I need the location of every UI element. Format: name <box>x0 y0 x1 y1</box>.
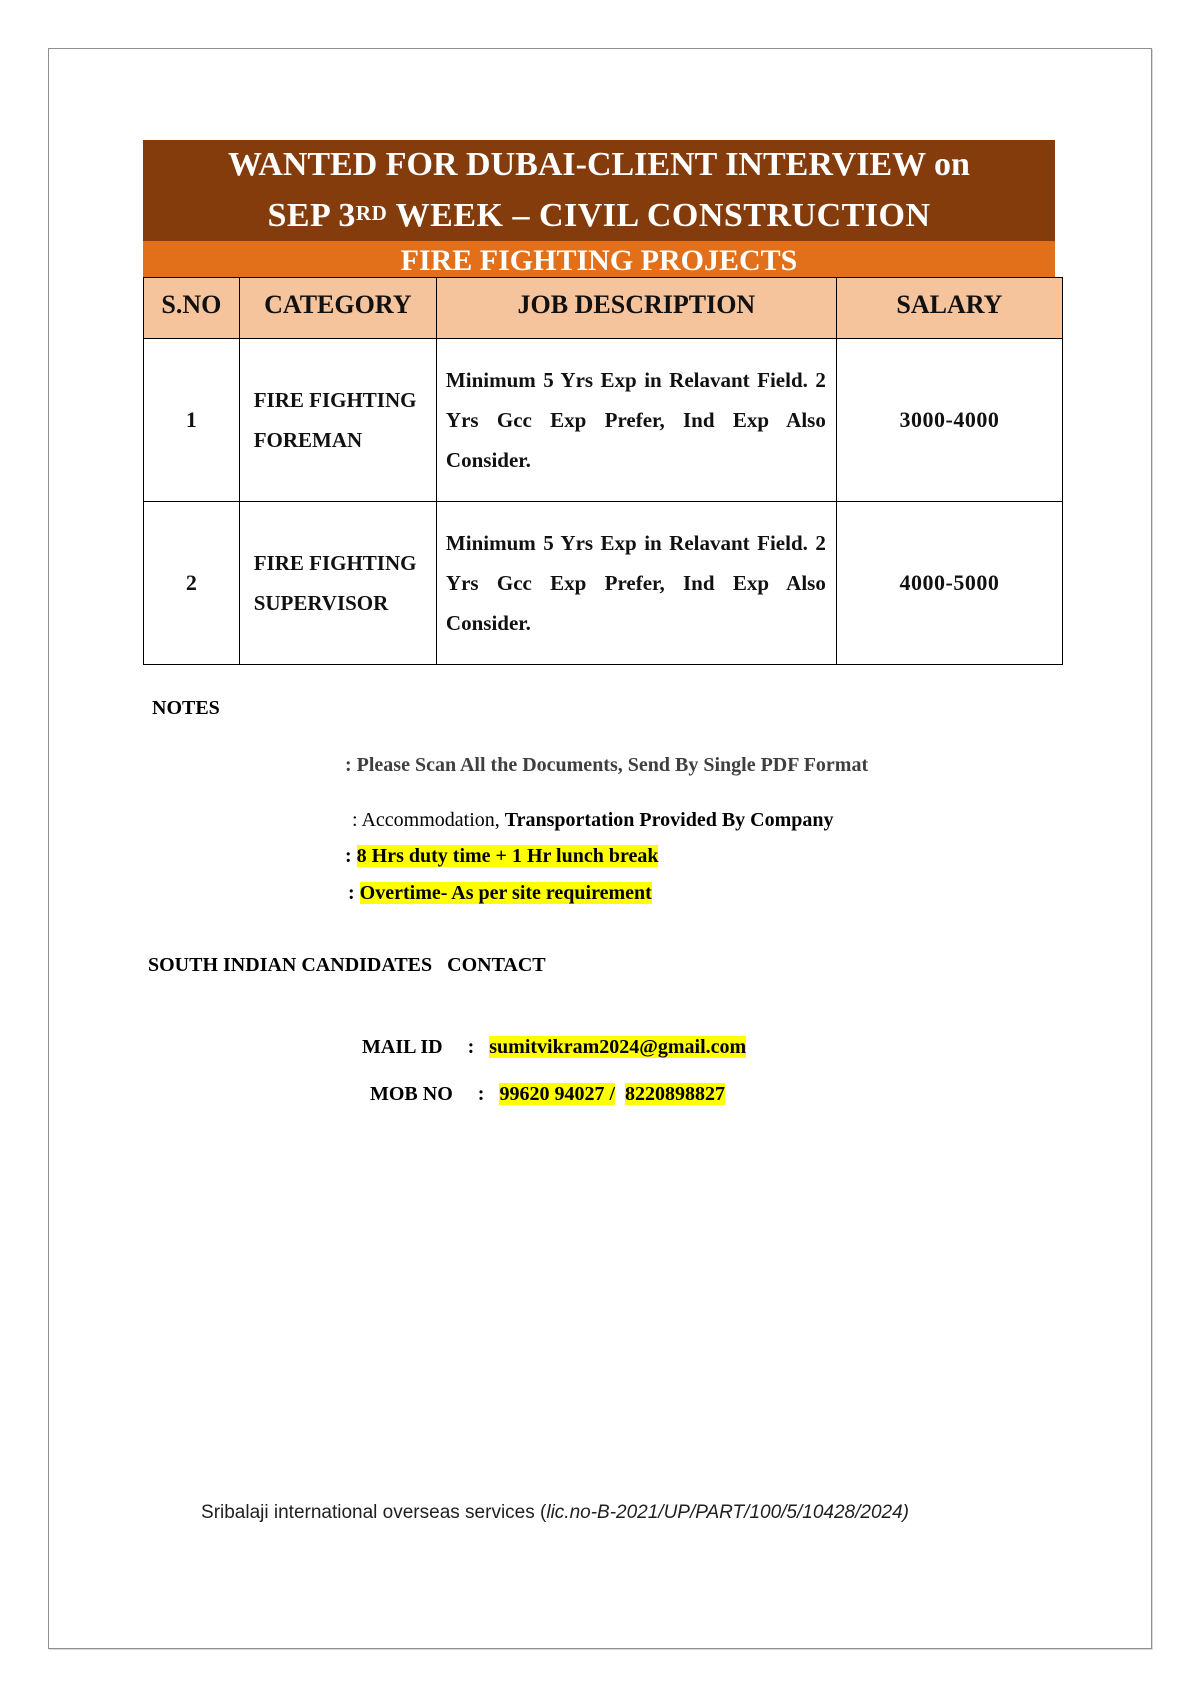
note-accommodation-prefix: : Accommodation, <box>352 809 505 831</box>
note-duty-time <box>345 845 658 868</box>
note-duty-time-colon: : <box>345 845 357 867</box>
mob-no-label: MOB NO <box>370 1083 453 1105</box>
notes-title: NOTES <box>152 697 220 719</box>
mob-no-gap <box>615 1083 625 1105</box>
footer-close-paren: ) <box>902 1502 909 1523</box>
note-duty-time-highlight: 8 Hrs duty time + 1 Hr lunch break <box>356 845 659 867</box>
mail-id-separator: : <box>442 1036 490 1058</box>
row2-sno: 2 <box>144 502 240 665</box>
row2-category: FIRE FIGHTING SUPERVISOR <box>239 502 436 665</box>
note-overtime-colon: : <box>348 882 360 904</box>
mob-no-value-2: 8220898827 <box>625 1083 726 1105</box>
title-line-2-pre: SEP 3 <box>267 197 356 234</box>
mail-id-label: MAIL ID <box>362 1036 443 1058</box>
document-page <box>48 48 1152 1649</box>
row1-description: Minimum 5 Yrs Exp in Relavant Field. 2 Yrs Gcc Exp Prefer, Ind Exp Also Consider. <box>436 339 836 502</box>
footer-license-number: lic.no-B-2021/UP/PART/100/5/10428/2024 <box>546 1502 903 1523</box>
row1-salary: 3000-4000 <box>836 339 1062 502</box>
mob-no-line <box>370 1083 725 1106</box>
mob-no-value-1: 99620 94027 / <box>499 1083 616 1105</box>
header-sno: S.NO <box>144 278 240 339</box>
header-category: CATEGORY <box>239 278 436 339</box>
row2-description: Minimum 5 Yrs Exp in Relavant Field. 2 Yrs Gcc Exp Prefer, Ind Exp Also Consider. <box>436 502 836 665</box>
header-job-description: JOB DESCRIPTION <box>436 278 836 339</box>
row1-category: FIRE FIGHTING FOREMAN <box>239 339 436 502</box>
row1-sno: 1 <box>144 339 240 502</box>
footer-company: Sribalaji international overseas services ( <box>201 1502 547 1523</box>
title-line-1: WANTED FOR DUBAI-CLIENT INTERVIEW on <box>228 146 970 183</box>
table-row <box>144 502 1063 665</box>
footer-line <box>49 1502 1061 1524</box>
title-banner <box>143 140 1055 241</box>
job-table <box>143 277 1063 665</box>
note-overtime <box>348 882 652 905</box>
subtitle-banner: FIRE FIGHTING PROJECTS <box>143 241 1055 281</box>
note-accommodation <box>352 809 834 832</box>
note-scan-documents: : Please Scan All the Documents, Send By Single PDF Format <box>345 754 869 776</box>
row2-salary: 4000-5000 <box>836 502 1062 665</box>
note-accommodation-bold: Transportation Provided By Company <box>504 809 834 831</box>
job-table-header-row <box>144 278 1063 339</box>
contact-heading: SOUTH INDIAN CANDIDATES CONTACT <box>148 954 546 976</box>
mail-id-line <box>362 1036 746 1059</box>
mob-no-separator: : <box>452 1083 500 1105</box>
mail-id-value: sumitvikram2024@gmail.com <box>489 1036 747 1058</box>
table-row <box>144 339 1063 502</box>
note-overtime-highlight: Overtime- As per site requirement <box>359 882 652 904</box>
title-line-2-superscript: RD <box>355 201 388 225</box>
header-salary: SALARY <box>836 278 1062 339</box>
title-line-2 <box>147 189 1051 240</box>
title-line-2-post: WEEK – CIVIL CONSTRUCTION <box>387 197 931 234</box>
header-banner <box>143 140 1055 281</box>
